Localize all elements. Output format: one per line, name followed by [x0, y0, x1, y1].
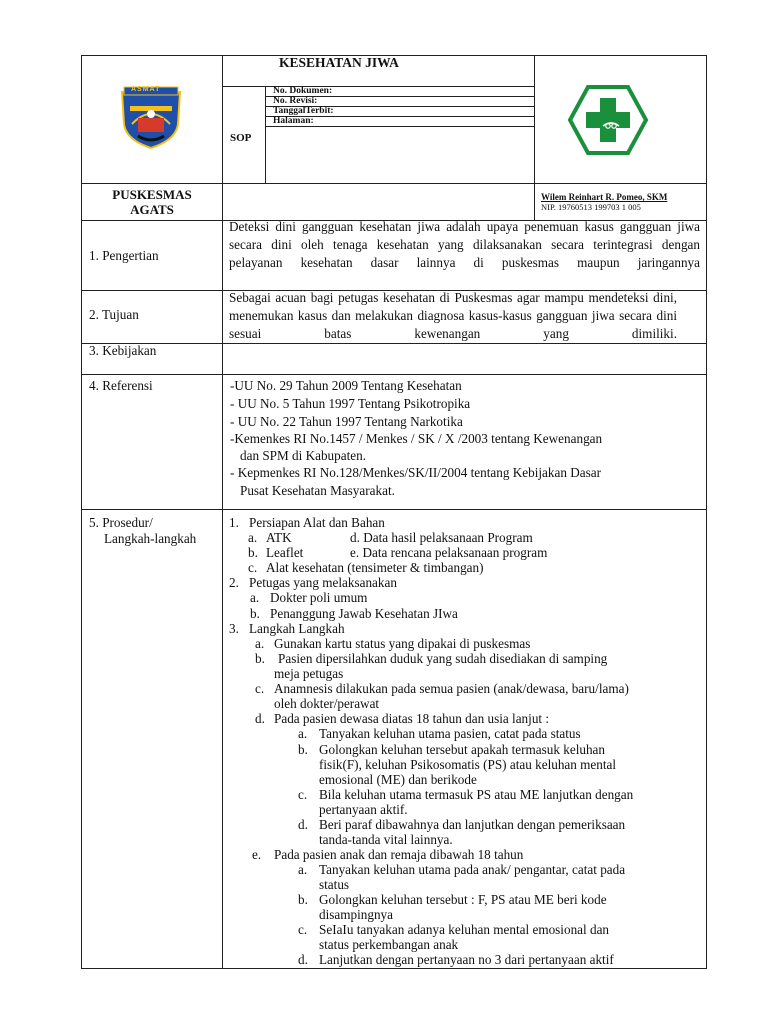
list-number: a. [298, 726, 308, 741]
list-item: Lanjutkan dengan pertanyaan no 3 dari pertanyaan aktif [319, 952, 614, 967]
list-item: Pasien dipersilahkan duduk yang sudah disediakan di samping [278, 651, 608, 666]
asmat-logo-label: ASMAT [131, 86, 161, 93]
sop-label: SOP [230, 132, 252, 144]
list-number: c. [255, 681, 265, 696]
prosedur-label-line-1: 5. Prosedur/ [89, 515, 153, 530]
referensi-item: dan SPM di Kabupaten. [240, 448, 367, 463]
list-number: 2. [229, 575, 239, 590]
list-number: b. [248, 545, 258, 560]
puskesmas-name-line-2: AGATS [130, 202, 174, 217]
list-number: 3. [229, 621, 239, 636]
list-number: d. [255, 711, 265, 726]
list-item: Alat kesehatan (tensimeter & timbangan) [266, 560, 484, 575]
row-divider-3 [81, 374, 707, 375]
column-divider-right [534, 55, 535, 220]
list-item: status perkembangan anak [319, 937, 459, 952]
list-number: a. [250, 590, 260, 605]
document-title: KESEHATAN JIWA [279, 55, 399, 70]
list-item: Golongkan keluhan tersebut apakah termasuk keluhan [319, 742, 606, 757]
list-item: Bila keluhan utama termasuk PS atau ME lanjutkan dengan [319, 787, 634, 802]
list-number: a. [298, 862, 308, 877]
list-item: tanda-tanda vital lainnya. [319, 832, 453, 847]
signatory-name: Wilem Reinhart R. Pomeo, SKM [541, 192, 668, 202]
referensi-item: -Kemenkes RI No.1457 / Menkes / SK / X /2003 tentang Kewenangan [230, 431, 603, 446]
list-item: Pada pasien dewasa diatas 18 tahun dan usia lanjut : [274, 711, 550, 726]
list-item: Penanggung Jawab Kesehatan JIwa [270, 606, 458, 621]
signatory-nip: NIP. 19760513 199703 1 005 [541, 202, 641, 212]
list-number: c. [298, 787, 308, 802]
list-item: Petugas yang melaksanakan [249, 575, 397, 590]
list-number: a. [255, 636, 265, 651]
list-item: Beri paraf dibawahnya dan lanjutkan dengan pemeriksaan [319, 817, 626, 832]
list-number: a. [248, 530, 258, 545]
list-item: d. Data hasil pelaksanaan Program [350, 530, 533, 545]
row-divider-4 [81, 509, 707, 510]
list-item: status [319, 877, 350, 892]
list-item: disampingnya [319, 907, 393, 922]
list-item: e. Data rencana pelaksanaan program [350, 545, 548, 560]
list-item: oleh dokter/perawat [274, 696, 380, 711]
pengertian-text: Deteksi dini gangguan kesehatan jiwa adalah upaya penemuan kasus gangguan jiwa secara dini oleh tenaga kesehatan yang dilaksanakan secara terintegrasi dengan pelayanan kesehatan dasar lainnya di puskesmas maupun jaringannya [229, 219, 700, 270]
referensi-item: - UU No. 22 Tahun 1997 Tentang Narkotika [230, 414, 463, 429]
list-number: c. [298, 922, 308, 937]
list-number: e. [252, 847, 262, 862]
field-divider-4 [265, 126, 534, 127]
tujuan-label: 2. Tujuan [89, 307, 139, 322]
referensi-item: -UU No. 29 Tahun 2009 Tentang Kesehatan [230, 378, 462, 393]
list-item: meja petugas [274, 666, 344, 681]
list-item: Langkah Langkah [249, 621, 345, 636]
list-item: Tanyakan keluhan utama pasien, catat pada status [319, 726, 581, 741]
table-border-bottom [81, 968, 707, 969]
referensi-item: - Kepmenkes RI No.128/Menkes/SK/II/2004 tentang Kebijakan Dasar [230, 465, 601, 480]
list-number: d. [298, 952, 308, 967]
table-border-right [706, 55, 707, 969]
list-item: Golongkan keluhan tersebut : F, PS atau ME beri kode [319, 892, 607, 907]
list-item: Pada pasien anak dan remaja dibawah 18 tahun [274, 847, 524, 862]
header-divider [81, 183, 707, 184]
field-tanggal-terbit: TanggalTerbit: [273, 106, 334, 116]
sop-divider [265, 86, 266, 183]
list-item: Gunakan kartu status yang dipakai di puskesmas [274, 636, 531, 651]
list-number: d. [298, 817, 308, 832]
list-item: ATK [266, 530, 292, 545]
list-number: b. [298, 742, 308, 757]
column-divider-left [222, 55, 223, 968]
referensi-item: - UU No. 5 Tahun 1997 Tentang Psikotropika [230, 396, 471, 411]
kebijakan-label: 3. Kebijakan [89, 343, 157, 358]
field-no-revisi: No. Revisi: [273, 96, 318, 106]
puskesmas-cross-logo [567, 84, 649, 156]
list-item: emosional (ME) dan berikode [319, 772, 477, 787]
list-item: Tanyakan keluhan utama pada anak/ pengantar, catat pada [319, 862, 626, 877]
pengertian-label: 1. Pengertian [89, 248, 159, 263]
field-no-dokumen: No. Dokumen: [273, 86, 333, 96]
list-number: 1. [229, 515, 239, 530]
list-item: SeIaIu tanyakan adanya keluhan mental emosional dan [319, 922, 610, 937]
title-divider [222, 86, 534, 87]
list-number: b. [298, 892, 308, 907]
tujuan-text: Sebagai acuan bagi petugas kesehatan di Puskesmas agar mampu mendeteksi dini, menemukan kasus dan melakukan diagnosa kasus-kasus gangguan jiwa secara dini sesuai batas kewenangan yang dimiliki. [229, 290, 677, 341]
prosedur-label-line-2: Langkah-langkah [104, 531, 197, 546]
list-number: b. [255, 651, 265, 666]
list-number: c. [248, 560, 258, 575]
list-number: b. [250, 606, 260, 621]
list-item: Leaflet [266, 545, 304, 560]
field-halaman: Halaman: [273, 116, 314, 126]
list-item: pertanyaan aktif. [319, 802, 408, 817]
list-item: Dokter poli umum [270, 590, 368, 605]
referensi-label: 4. Referensi [89, 378, 153, 393]
list-item: fisik(F), keluhan Psikosomatis (PS) atau keluhan mental [319, 757, 617, 772]
puskesmas-name-line-1: PUSKESMAS [112, 187, 192, 202]
referensi-item: Pusat Kesehatan Masyarakat. [240, 483, 395, 498]
list-item: Anamnesis dilakukan pada semua pasien (anak/dewasa, baru/lama) [274, 681, 629, 696]
list-item: Persiapan Alat dan Bahan [249, 515, 385, 530]
